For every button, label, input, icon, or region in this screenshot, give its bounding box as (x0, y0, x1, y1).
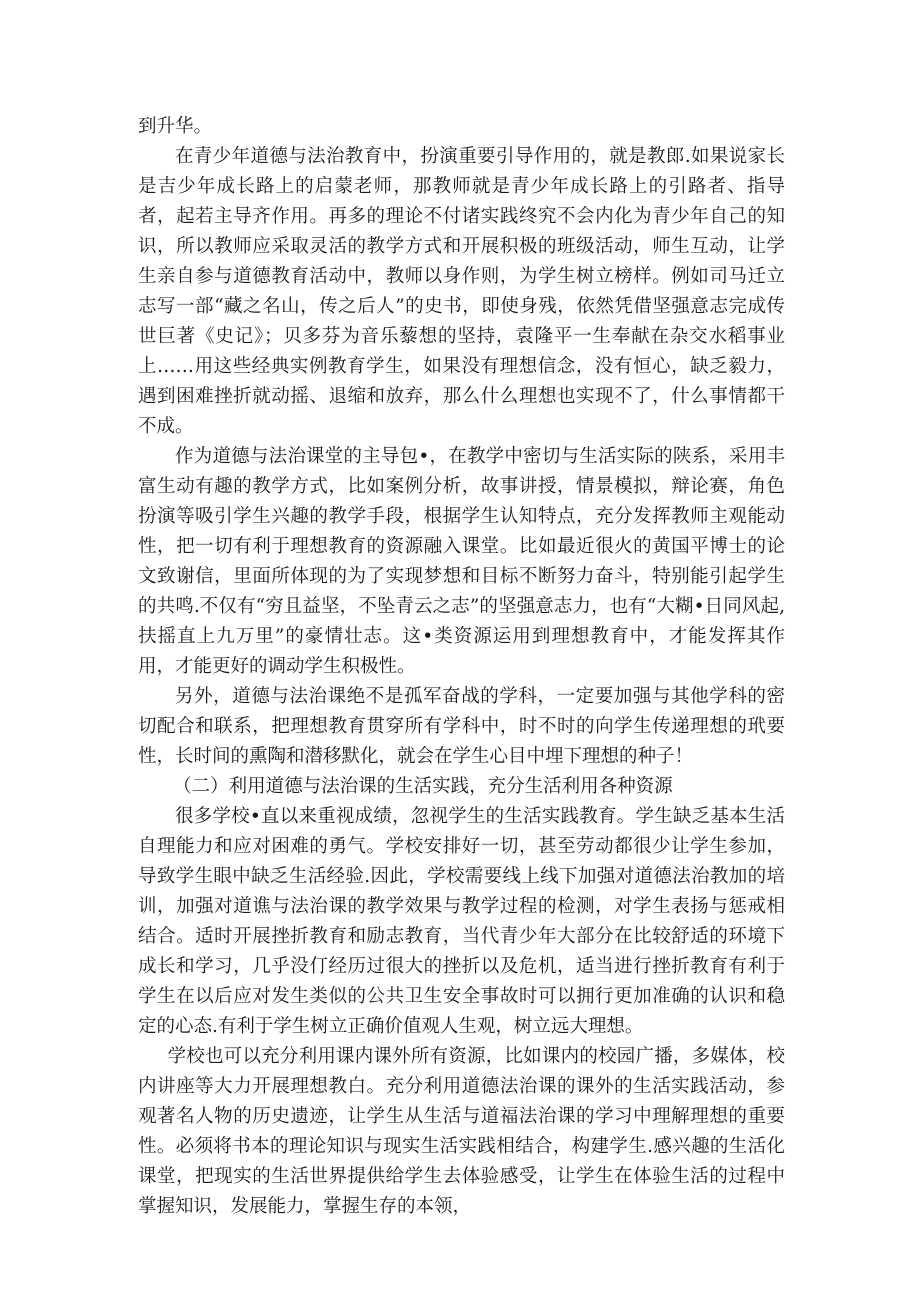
paragraph-life-practice: 很多学校•直以来重视成绩，忽视学生的生活实践教育。学生缺乏基本生活自理能力和应对困难的勇气。学校安排好一切，甚至劳动都很少让学生参加，导致学生眼中缺乏生活经验.因此，学校需要线上线下加强对道德法治教加的培训，加强对道谯与法治课的教学效果与教学过程的检测，对学生表扬与惩戒相结合。适时开展挫折教育和励志教育，当代青少年大部分在比较舒适的环境下成长和学习，几乎没仃经历过很大的挫折以及危机，适当进行挫折教育有利于学生在以后应对发生类似的公共卫生安全事故时可以拥行更加准确的认识和稳定的心态.有利于学生树立正确价值观人生观，树立远大理想。 (138, 806, 785, 1037)
body-text (138, 112, 785, 1222)
paragraph-cross-subject: 另外，道德与法治课绝不是孤军奋战的学科，一定要加强与其他学科的密切配合和联系，把理想教育贯穿所有学科中，时不时的向学生传递理想的玳要性，长时间的熏陶和潜移默化，就会在学生心目中埋下理想的种子！ (138, 686, 785, 767)
paragraph-continuation: 到升华。 (138, 116, 213, 137)
paragraph-teacher-role: 在青少年道德与法治教育中，扮演重要引导作用的，就是教郎.如果说家长是吉少年成长路上的启蒙老师，那教师就是青少年成长路上的引路者、指导者，起若主导齐作用。再多的理论不付诸实践终究不会内化为青少年自己的知识，所以教师应采取灵活的教学方式和开展积极的班级活动，师生互动，让学生亲自参与道德教育活动中，教师以身作则，为学生树立榜样。例如司马迁立志写一部“藏之名山，传之后人”的史书，即使身残，依然凭借坚强意志完成传世巨著《史记》；贝多芬为音乐藜想的坚持，袁隆平一生奉献在杂交水稻事业上……用这些经典实例教育学生，如果没有理想信念，没有恒心，缺乏毅力，遇到困难挫折就动摇、退缩和放弃，那么什么理想也实现不了，什么事情都干不成。 (138, 146, 785, 437)
paragraph-resources: 学校也可以充分利用课内课外所有资源，比如课内的校园广播，多媒体，校内讲座等大力开展理想教白。充分利用道德法治课的课外的生活实践活动，参观著名人物的历史遗迹，让学生从生活与道福法治课的学习中理解理想的重要性。必须将书本的理论知识与现实生活实践相结合，构建学生.感兴趣的生活化课堂，把现实的生活世界提供给学生去体验感受，让学生在体验生活的过程中掌握知识，发展能力，掌握生存的本领， (138, 1046, 785, 1217)
paragraph-classroom-methods: 作为道德与法治课堂的主导包•，在教学中密切与生活实际的陕系，采用丰富生动有趣的教学方式，比如案例分析，故事讲授，情景模拟，辩论赛，角色扮演等吸引学生兴趣的教学手段，根据学生认知特点，充分发挥教师主观能动性，把一切有利于理想教育的资源融入课堂。比如最近很火的黄国平博士的论文致谢信，里面所体现的为了实现梦想和目标不断努力奋斗，特别能引起学生的共鸣.不仅有“穷且益坚，不坠青云之志”的坚强意志力，也有“大糊•日同风起,扶摇直上九万里”的豪情壮志。这•类资源运用到理想教育中，才能发挥其作用，才能更好的调动学生积极性。 (138, 446, 785, 677)
section-heading: （二）利用道德与法治课的生活实践，充分生活利用各种资源 (173, 776, 673, 797)
